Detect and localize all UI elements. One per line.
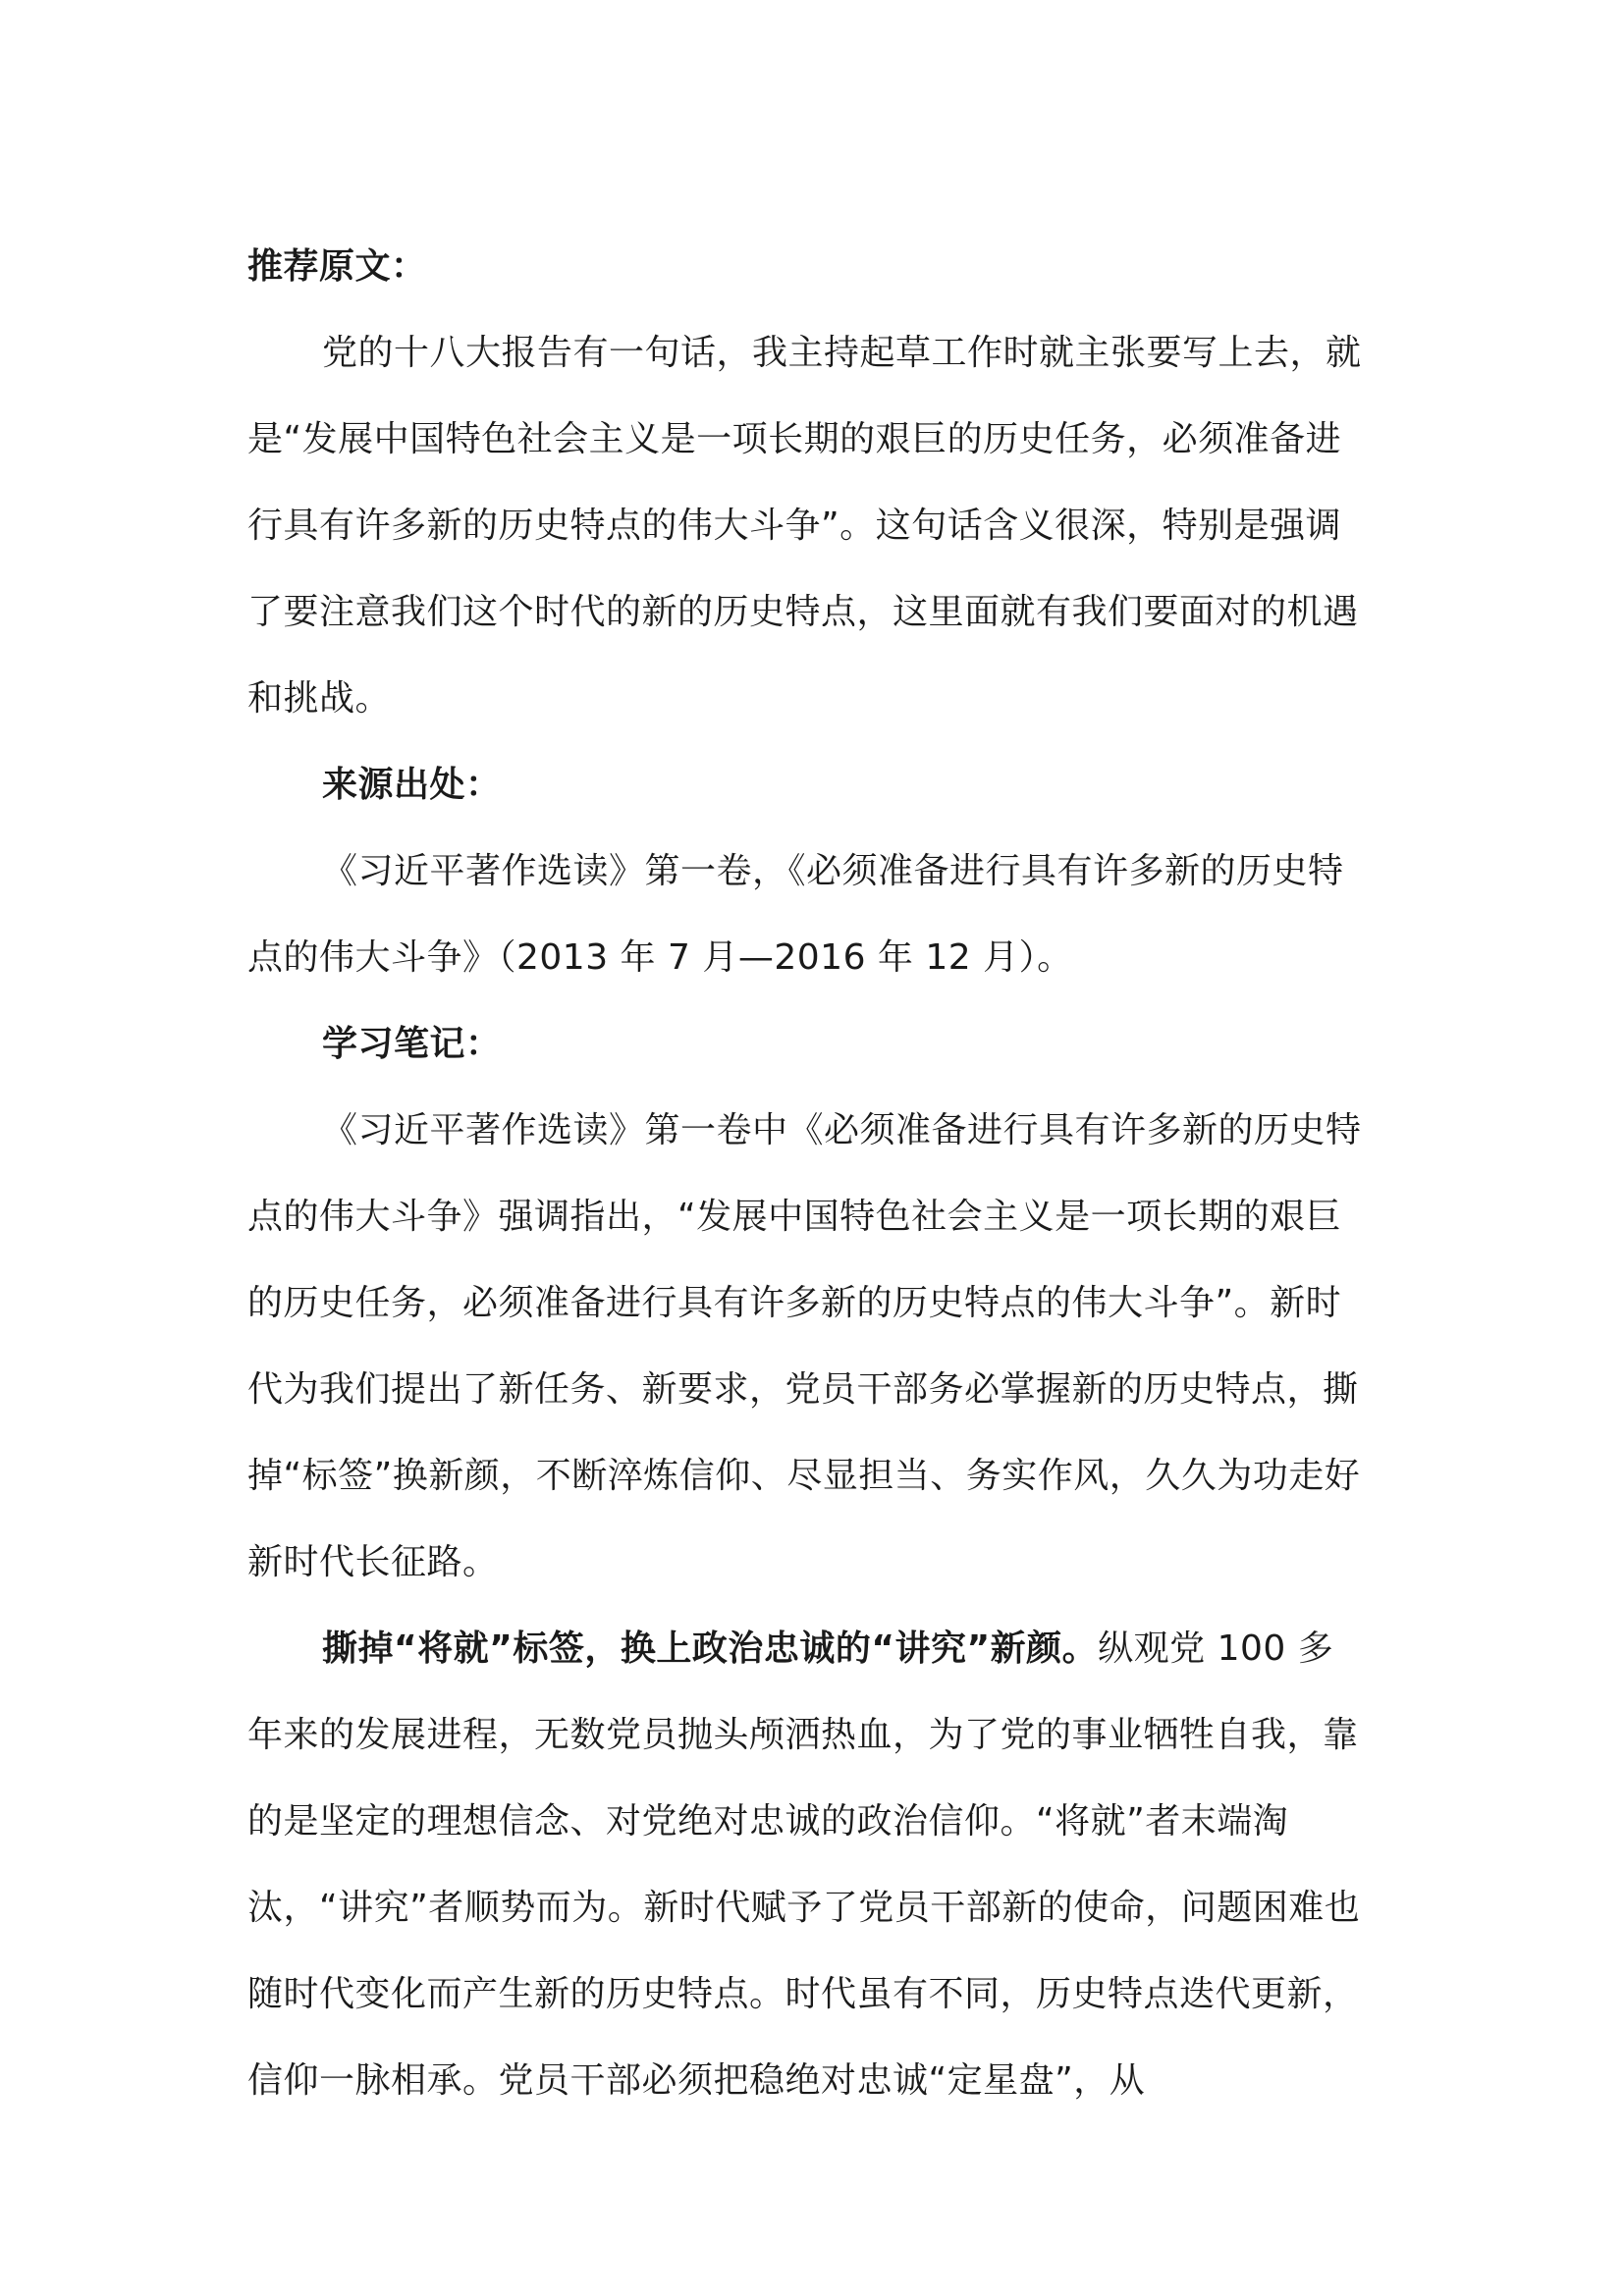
point-paragraph: [247, 1606, 1367, 2124]
notes-paragraph: 《习近平著作选读》第一卷中《必须准备进行具有许多新的历史特点的伟大斗争》强调指出，“发展中国特色社会主义是一项长期的艰巨的历史任务，必须准备进行具有许多新的历史特点的伟大斗争”。新时代为我们提出了新任务、新要求，党员干部务必掌握新的历史特点，撕掉“标签”换新颜，不断淬炼信仰、尽显担当、务实作风，久久为功走好新时代长征路。: [247, 1110, 1362, 1582]
notes-heading: 学习笔记：: [322, 1024, 502, 1064]
point-heading: 撕掉“将就”标签，换上政治忠诚的“讲究”新颜。: [322, 1629, 1099, 1669]
point-text: 纵观党 100 多年来的发展进程，无数党员抛头颅洒热血，为了党的事业牺牲自我，靠的是坚定的理想信念、对党绝对忠诚的政治信仰。“将就”者末端淘汰，“讲究”者顺势而为。新时代赋予了党员干部新的使命，问题困难也随时代变化而产生新的历史特点。时代虽有不同，历史特点迭代更新，信仰一脉相承。党员干部必须把稳绝对忠诚“定星盘”，从: [247, 1629, 1361, 2101]
recommend-paragraph: 党的十八大报告有一句话，我主持起草工作时就主张要写上去，就是“发展中国特色社会主义是一项长期的艰巨的历史任务，必须准备进行具有许多新的历史特点的伟大斗争”。这句话含义很深，特别是强调了要注意我们这个时代的新的历史特点，这里面就有我们要面对的机遇和挑战。: [247, 333, 1362, 719]
source-paragraph: 《习近平著作选读》第一卷，《必须准备进行具有许多新的历史特点的伟大斗争》（2013 年 7 月—2016 年 12 月）。: [247, 851, 1344, 978]
source-heading: 来源出处：: [322, 765, 502, 805]
recommend-heading: 推荐原文：: [247, 246, 427, 287]
document-body: [247, 224, 1367, 2124]
